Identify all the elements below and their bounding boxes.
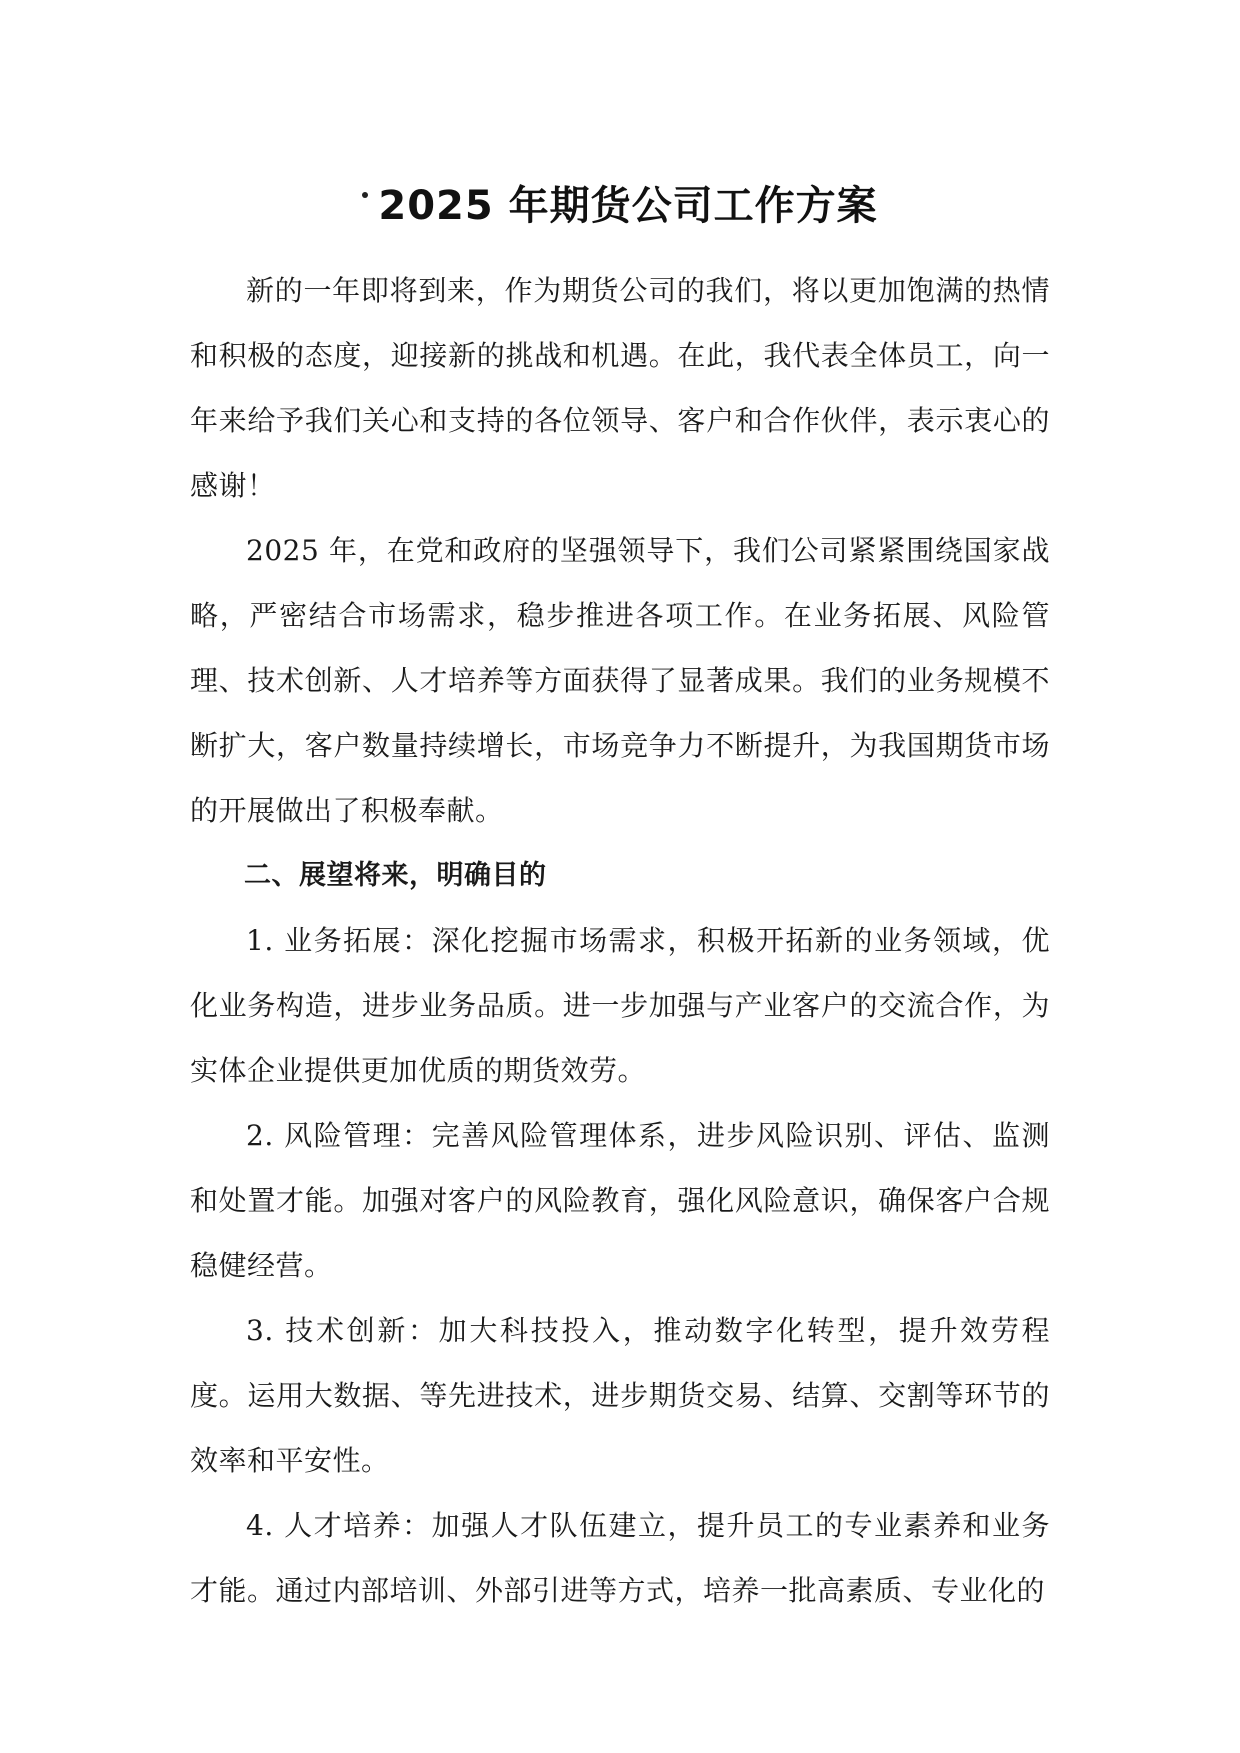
- bullet-dot-icon: [362, 192, 368, 198]
- section-heading: 二、展望将来，明确目的: [244, 860, 547, 891]
- paragraph-business-expansion: 1. 业务拓展：深化挖掘市场需求，积极开拓新的业务领域，优化业务构造，进步业务品质。进一步加强与产业客户的交流合作，为实体企业提供更加优质的期货效劳。: [190, 924, 1050, 1087]
- paragraph-risk-management: 2. 风险管理：完善风险管理体系，进步风险识别、评估、监测和处置才能。加强对客户的风险教育，强化风险意识，确保客户合规稳健经营。: [190, 1119, 1050, 1282]
- paragraph-intro: 新的一年即将到来，作为期货公司的我们，将以更加饱满的热情和积极的态度，迎接新的挑战和机遇。在此，我代表全体员工，向一年来给予我们关心和支持的各位领导、客户和合作伙伴，表示衷心的感谢！: [190, 274, 1050, 502]
- paragraph-tech-innovation: 3. 技术创新：加大科技投入，推动数字化转型，提升效劳程度。运用大数据、等先进技术，进步期货交易、结算、交割等环节的效率和平安性。: [190, 1314, 1050, 1477]
- document-title: [0, 178, 1240, 234]
- paragraph-talent-training: 4. 人才培养：加强人才队伍建立，提升员工的专业素养和业务才能。通过内部培训、外部引进等方式，培养一批高素质、专业化的: [190, 1509, 1050, 1607]
- paragraph-review: 2025 年，在党和政府的坚强领导下，我们公司紧紧围绕国家战略，严密结合市场需求，稳步推进各项工作。在业务拓展、风险管理、技术创新、人才培养等方面获得了显著成果。我们的业务规模不断扩大，客户数量持续增长，市场竞争力不断提升，为我国期货市场的开展做出了积极奉献。: [190, 534, 1050, 827]
- document-body: [190, 258, 1050, 1623]
- document-title-text: 2025 年期货公司工作方案: [378, 183, 878, 229]
